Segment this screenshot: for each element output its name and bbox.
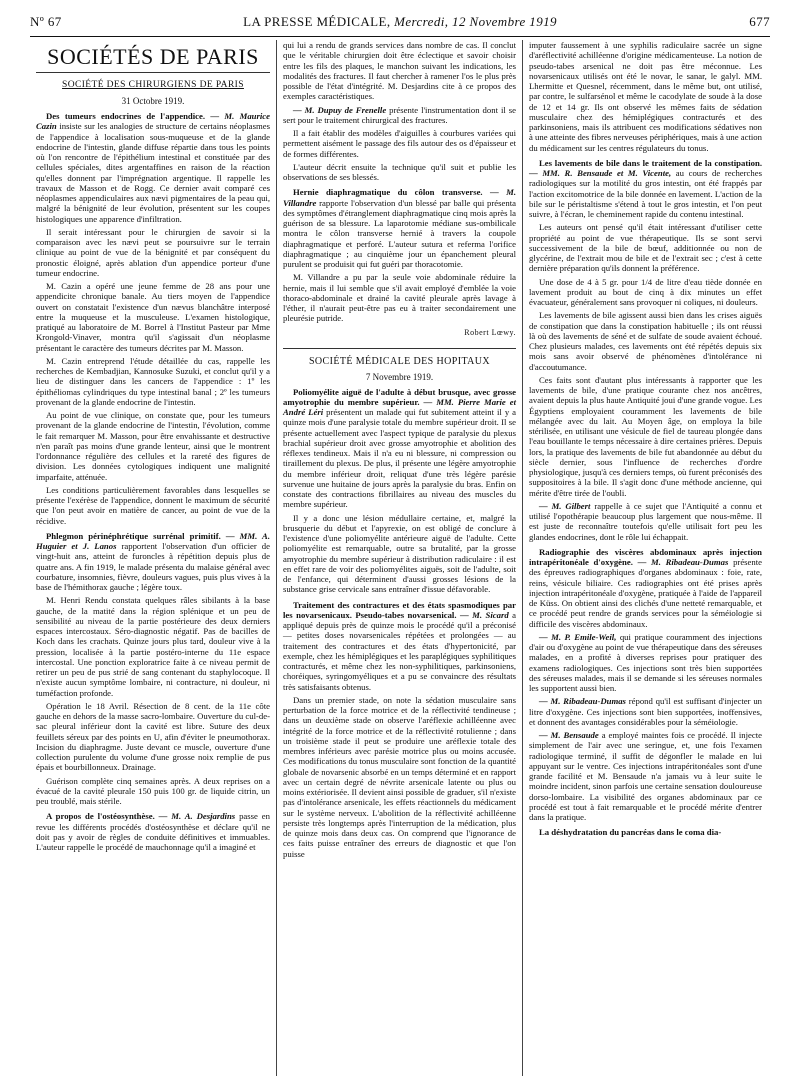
- article-paragraph: M. Villandre a pu par la seule voie abdominale réduire la hernie, mais il lui semble que s'il avait employé d'emblée la voie thoraco-abdominale et drainé la cavité pleurale après lavage à l'éther, il n'aurait peut-être pas eu à traiter secondairement une pleurésie putride.: [283, 272, 516, 324]
- article-author: — M. Ribadeau-Dumas: [539, 696, 626, 707]
- article-paragraph: Au point de vue clinique, on constate que, pour les tumeurs provenant de la glande endocrine de l'intestin, l'évolution, comme le fait remarquer M. Masson, pour être envahissante et destructive n'en paraît pas moins d'une grande lenteur, ainsi que le montrent l'ordonnance régulière des cellules et la rareté des figures de division. Les données cytologiques indiquent une malignité imparfaite, atténuée.: [36, 410, 270, 482]
- article-paragraph: [529, 158, 762, 220]
- article-paragraph: imputer faussement à une syphilis radiculaire sacrée un signe d'aréflectivité achilléenne d'origine médicamenteuse. La notion de pseudo-tabes arsenical ne doit pas être méconnue. Les novarsenicaux utilisés ont été le novar, le sanar, le galyl. MM. Lhermitte et Quesnel, récemment, dans le même but, ont utilisé, par contre, le sulfarsénol et même le cacodylate de soude à la dose de 12 et 14 gr. Ils ont observé les mêmes faits de sédation musculaire chez des hémiplégiques contracturés et des parkinsoniens, mais ils attribuent ces modifications sédatives non à une atteinte des fibres nerveuses périphériques, mais à une action du médicament sur les centres régulateurs du tonus.: [529, 40, 762, 153]
- article-paragraph: [283, 187, 516, 269]
- page-header: [30, 14, 770, 36]
- column-3: [522, 40, 768, 1076]
- article-paragraph: Dans un premier stade, on note la sédation musculaire sans perturbation de la force motrice et de la réflectivité tendineuse ; dans un deuxième stade on observe l'aréflexie achilléenne avec intégrité de la force motrice et de la réflectivité rotulienne ; dans un troisième stade il peut se produire une aréflexie totale des membres inférieurs avec parésie motrice plus ou moins accusée. Ces modifications du tonus musculaire sont fonction de la quantité globale de novarsenic absorbé en un temps déterminé et en rapport avec un certain degré de névrite arsenicale latente ou plus ou moins extériorisée. Il devient ainsi possible de graduer, s'il n'existe pas d'intolérance arsenicale, les effets réactionnels du médicament sur le système nerveux. L'abolition de la réflectivité achilléenne persiste très longtemps après l'interruption de la médication, plus de quinze mois dans deux cas. On comprend que l'ignorance de ces faits puisse entraîner des erreurs de diagnostic et que l'on puisse: [283, 694, 516, 859]
- article-paragraph: Les lavements de bile agissent aussi bien dans les crises aiguës de constipation que dans la constipation habituelle ; ils ont réussi là où des lavements de séné et de sulfate de soude avaient échoué. Chez plusieurs malades, ces lavements ont été répétés depuis six mois sans avoir observé de phénomènes d'intolérance ni d'accoutumance.: [529, 310, 762, 372]
- article-paragraph: qui lui a rendu de grands services dans nombre de cas. Il conclut que le véritable chirurgien doit être éclectique et savoir choisir entre les fils des plaques, le manchon suivant les indications, les modalités des fractures. Il faut chercher à ramener l'os le plus près possible de l'état d'intégrité. M. Desjardins cite à ce propos des exemples caractéristiques.: [283, 40, 516, 102]
- article-heading: Les lavements de bile dans le traitement de la constipation. —: [529, 157, 762, 178]
- article-author: M. Villandre: [283, 187, 516, 208]
- article-paragraph: [529, 730, 762, 822]
- article-paragraph: Les conditions particulièrement favorables dans lesquelles se présente l'exérèse de l'appendice, donnent le maximum de sécurité que l'on peut avoir en matière de cancer, au point de vue de la récidive.: [36, 484, 270, 526]
- paragraph-text: passe en revue les différents procédés d'ostéosynthèse et déclare qu'il ne doit pas y avoir de règles de conduite définitives et immuables. L'auteur rappelle le procédé de mauchonnage qu'il a imaginé et: [36, 811, 270, 852]
- column-1: [30, 40, 276, 1076]
- article-paragraph: [283, 105, 516, 126]
- article-heading: La déshydratation du pancréas dans le coma dia-: [539, 827, 722, 838]
- issue-date: Mercredi, 12 Novembre 1919: [394, 14, 557, 29]
- article-paragraph: [529, 827, 762, 837]
- article-paragraph: [529, 632, 762, 694]
- article-author: M. Maurice Cazin: [36, 111, 271, 132]
- paragraph-text: a employé maintes fois ce procédé. Il injecte simplement de l'air avec une seringue, et, une fois l'examen radiologique terminé, il suffit de dégonfler le malade en lui appuyant sur le ventre. Ces injections intrapéritonéales sont d'une grande facilité et M. Bensaude n'a jamais vu à leur suite le moindre incident, sinon parfois une certaine sensation douloureuse dorso-lombaire. La visibilité des organes abdominaux par ce procédé est tout à fait remarquable et le procédé mérite d'entrer dans la pratique.: [529, 730, 762, 822]
- column-2: [276, 40, 522, 1076]
- article-paragraph: Les auteurs ont pensé qu'il était intéressant d'utiliser cette propriété au point de vue thérapeutique. Ils se sont servi successivement de la bile de bœuf, additionnée ou non de glycérine, de l'extrait mou de bile et de l'extrait sec ; c'est à cette dernière préparation qu'ils donnent la préférence.: [529, 222, 762, 274]
- article-paragraph: M. Cazin a opéré une jeune femme de 28 ans pour une appendicite chronique banale. Au tiers moyen de l'appendice ouvert on constatait l'existence d'un nævus blanchâtre interposé entre la muqueuse et la musculeuse. L'examen histologique, pratiqué au laboratoire de M. Borrel à l'Institut Pasteur par Mme Krongold-Vinaver, montra qu'il s'agissait d'un néoplasme présentant le caractère des tumeurs décrites par M. Masson.: [36, 281, 270, 353]
- article-author: — M. P. Emile-Weil,: [539, 631, 617, 642]
- article-paragraph: [36, 811, 270, 852]
- society-name: SOCIÉTÉ DES CHIRURGIENS DE PARIS: [62, 80, 244, 90]
- paragraph-text: présentent un malade qui fut subitement atteint il y a quinze mois d'une paralysie totale du membre supérieur droit. Il se présente actuellement avec l'aspect typique de paralysie du plexus brachial supérieur droit avec grosse amyotrophie et abolition des réflexes tendineux. Mais il n'a eu ni blessure, ni compression ou tiraillement du plexus. De plus, il présente une légère amyotrophie du membre inférieur droit, reliquat d'une très légère parésie survenue une huitaine de jours après la paralysie du bras. Enfin on constate des contractions fibrillaires au niveau des muscles du membre supérieur.: [283, 407, 516, 510]
- journal-title-line: [30, 14, 770, 30]
- journal-title: LA PRESSE MÉDICALE,: [243, 14, 391, 29]
- article-heading: Radiographie des viscères abdominaux après injection intrapéritonéale d'oxygène. —: [529, 546, 762, 567]
- paragraph-text: au cours de recherches radiologiques sur la motilité du gros intestin, ont été frappés par l'action excitomotrice de la bile donnée en lavement. L'action de la bile sur le péristaltisme s'étend à tout le gros intestin, et l'on peut suivre, à l'écran, le cheminement rapide du contenu intestinal.: [529, 168, 762, 219]
- article-paragraph: [283, 600, 516, 692]
- article-paragraph: L'auteur décrit ensuite la technique qu'il suit et publie les observations de ses blessés.: [283, 161, 516, 182]
- article-paragraph: [36, 111, 270, 224]
- section-title: SOCIÉTÉS DE PARIS: [36, 42, 270, 73]
- article-paragraph: Il serait intéressant pour le chirurgien de savoir si la comparaison avec les nævi peut se poursuivre sur le terrain clinique au point de vue de la bénignité et par conséquent du pronostic éloigné, après ablation d'un appendice porteur d'une tumeur endocrine.: [36, 226, 270, 278]
- session-date: 7 Novembre 1919.: [365, 371, 434, 382]
- article-heading: Poliomyélite aiguë de l'adulte à début brusque, avec grosse amyotrophie du membre supérieur. —: [283, 386, 516, 407]
- article-heading: A propos de l'ostéosynthèse. —: [46, 811, 168, 822]
- article-paragraph: Guérison complète cinq semaines après. A deux reprises on a évacué de la cavité pleurale 150 puis 100 gr. de liquide citrin, un peu troublé, mais stérile.: [36, 775, 270, 806]
- article-columns: [30, 40, 770, 1076]
- paragraph-text: a appliqué depuis près de quinze mois le procédé qu'il a préconisé — petites doses novarsenicales répétées et prolongées — au traitement des contractures et des états d'hypertonicité, par exemple, chez les hémiplégiques et les paraplégiques syphilitiques contracturés, et même chez les non-syphilitiques, parkinsoniens, choréiques, syringomyéliques et a pu se convaincre des résultats très satisfaisants obtenus.: [283, 609, 516, 692]
- session-date: 31 Octobre 1919.: [121, 96, 185, 106]
- article-author: M. A. Desjardins: [171, 811, 236, 822]
- paragraph-text: présente l'instrumentation dont il se sert pour le traitement chirurgical des fractures.: [283, 104, 517, 125]
- article-author: — M. Gilbert: [539, 500, 591, 511]
- article-paragraph: M. Cazin entreprend l'étude détaillée du cas, rappelle les recherches de Kembadjian, Kannosuke Suzuki, et conclut qu'il y a lieu de distinguer dans les cancers de l'appendice : 1º les épithéliomas cylindriques du type intestinal banal ; 2º les tumeurs provenant de la glande endocrine de l'intestin.: [36, 355, 270, 407]
- header-rule: [30, 36, 770, 37]
- paragraph-text: répond qu'il est suffisant d'injecter un litre d'oxygène. Ces injections sont bien supportées, inoffensives, et donnent des avantages considérables pour la séméiologie.: [529, 696, 763, 727]
- article-paragraph: Il a fait établir des modèles d'aiguilles à courbures variées qui permettent aisément le passage des fils autour des os d'épaisseur et de formes différentes.: [283, 128, 516, 159]
- article-heading: Traitement des contractures et des états spasmodiques par les novarsenicaux. Pseudo-tabes novarsenical. —: [283, 599, 516, 620]
- paragraph-text: qui pratique couramment des injections d'air ou d'oxygène au point de vue thérapeutique dans des séreuses malades, en a profité à diverses reprises pour pratiquer des examens radiologiques. Ces injections sont très bien supportées des séreuses malades, mais il se demande si les séreuses normales les supportent aussi bien.: [529, 631, 762, 693]
- article-paragraph: Il y a donc une lésion médullaire certaine, et, malgré la brusquerie du début et l'apyrexie, on est obligé de conclure à l'existence d'une poliomyélite antérieure aiguë de l'adulte. Cette poliomyélite est remarquable, outre sa brutalité, par la grosse amyotrophie du membre supérieur à distribution radiculaire : il est en effet rare de voir des poliomyélites aiguës, soit de l'adulte, soit de l'enfance, qui déterminent d'aussi grosses lésions de la substance grise cervicale sans entraîner d'issue défavorable.: [283, 512, 516, 595]
- article-heading: Hernie diaphragmatique du côlon transverse. —: [293, 187, 499, 198]
- article-author: M. Sicard: [472, 609, 509, 620]
- article-paragraph: Ces faits sont d'autant plus intéressants à rapporter que les lavements de bile, d'une pratique courante chez nos ancêtres, avaient depuis la plus haute Antiquité joui d'une grande vogue. Les Égyptiens employaient couramment les lavements de bile mélangée avec du lait. Au Moyen âge, on employa la bile stérilisée, en utilisant une vésicule de fiel de taureau plongée dans l'eau bouillante le temps nécessaire à dire certaines prières. Depuis lors, la pratique des lavements de bile fut abandonnée au début du siècle dernier, sous l'influence de recherches d'ordre physiologique, jusqu'à ces derniers temps, où furent préconisés des suppositoires à la bile. Il s'agit donc d'une méthode ancienne, qui mérite d'être tirée de l'oubli.: [529, 374, 762, 498]
- article-paragraph: [36, 531, 270, 593]
- paragraph-text: insiste sur les analogies de structure de certains néoplasmes de l'appendice à localisation sous-muqueuse et de la glande endocrine de l'intestin, glande diffuse répartie dans tous les points où l'on rencontre de l'épithélium intestinal et constituée par des cellules spéciales, dites argentaffines en raison de la réaction qu'elles donnent par l'imprégnation argentique. Il rappelle les travaux de Masson et de Rogg. Ce dernier avait comparé ces néoplasmes appendiculaires aux nævi pigmentaires de la peau qui, malgré la bénignité de leur évolution, présentent sur les coupes histologiques une apparence d'infiltration.: [36, 121, 270, 224]
- article-paragraph: M. Henri Rendu constata quelques râles sibilants à la base gauche, de la matité dans la région splénique et un peu de sensibilité au niveau de la partie postérieure des deux derniers espaces intercostaux. Séro-diagnostic négatif. Pas de bacilles de Koch dans les crachats. Quinze jours plus tard, douleur vive à la pression, localisée à la partie postéro-interne du 11e espace intercostal. Une ponction exploratrice faite à ce niveau permit de retirer un peu de pus strié de sang contenant du staphylocoque. Il n'existe aucun symptôme lombaire, ni contracture, ni douleur, ni tuméfaction profonde.: [36, 595, 270, 698]
- article-paragraph: [529, 501, 762, 542]
- article-author: MM. Pierre Marie et André Léri: [283, 396, 516, 417]
- article-heading: Phlegmon périnéphrétique surrénal primitif. —: [46, 530, 235, 541]
- paragraph-text: rapporte l'observation d'un blessé par balle qui présenta des symptômes d'étranglement diaphragmatique cinq mois après la guérison de sa blessure. La laparotomie médiane sus-ombilicale montra le côlon transverse hernié à travers la coupole diaphragmatique et perforé. L'auteur sutura et referma l'orifice diaphragmatique ; au cinquième jour un épanchement pleural purulent se produisit qui fut guéri par thoracotomie.: [283, 197, 516, 269]
- society-name: SOCIÉTÉ MÉDICALE DES HOPITAUX: [283, 348, 516, 368]
- article-paragraph: Opération le 18 Avril. Résection de 8 cent. de la 11e côte gauche en dehors de la masse sacro-lombaire. Ouverture du cul-de-sac pleural inférieur dont la cavité est libre. Suture des deux feuillets séreux par des points en U, afin d'éviter le pneumothorax. Incision du diaphragme. Juste devant ce muscle, ouverture d'une collection purulente du volume d'une grosse noix remplie de pus épais et bourbillonneux. Drainage.: [36, 700, 270, 773]
- paragraph-text: présente des épreuves radiographiques d'organes abdominaux : foie, rate, reins, vésicule biliaire. Ces radiographies ont été prises après injection intrapéritonéale d'oxygène, pratiquée à l'aide de l'appareil de Küss. On obtient ainsi des clichés d'une netteté remarquable, et ce procédé peut rendre de grands services pour la séméiologie si difficile des viscères abdominaux.: [529, 557, 763, 629]
- article-paragraph: [283, 387, 516, 510]
- article-author: — M. Bensaude: [539, 730, 599, 740]
- article-author: — M. Dupuy de Frenelle: [293, 104, 387, 115]
- article-paragraph: [529, 547, 762, 629]
- article-author: MM. A. Huguier et J. Lanos: [36, 530, 270, 551]
- article-paragraph: Une dose de 4 à 5 gr. pour 1/4 de litre d'eau tiède donnée en lavement produit au bout de cinq à dix minutes un effet évacuateur, généralement sans provoquer ni coliques, ni douleurs.: [529, 276, 762, 307]
- paragraph-text: rappelle à ce sujet que l'Antiquité a connu et utilisé l'opothérapie beaucoup plus largement que nous-même. Il est juste de reconnaître toutefois qu'elle utilisait fort peu les glandes endocrines, dont le rôle lui échappait.: [529, 500, 762, 542]
- issue-number: Nº 67: [30, 14, 62, 29]
- article-author: M. Ribadeau-Dumas: [651, 557, 729, 567]
- article-heading: Des tumeurs endocrines de l'appendice. —: [46, 111, 220, 121]
- article-paragraph: [529, 696, 762, 727]
- page-number: 677: [749, 14, 770, 29]
- article-author: MM. R. Bensaude et M. Vicente,: [542, 168, 672, 178]
- report-signature: Robert Lœwy.: [464, 327, 516, 337]
- paragraph-text: rapportent l'observation d'un officier de vingt-huit ans, atteint de furoncles à répétition depuis plus de quatre ans. A fin 1919, le malade présenta du malaise général avec courbature, insomnies, fièvre, douleurs vagues, puis plus vives à la base de l'hémithorax gauche ; légère toux.: [36, 541, 270, 592]
